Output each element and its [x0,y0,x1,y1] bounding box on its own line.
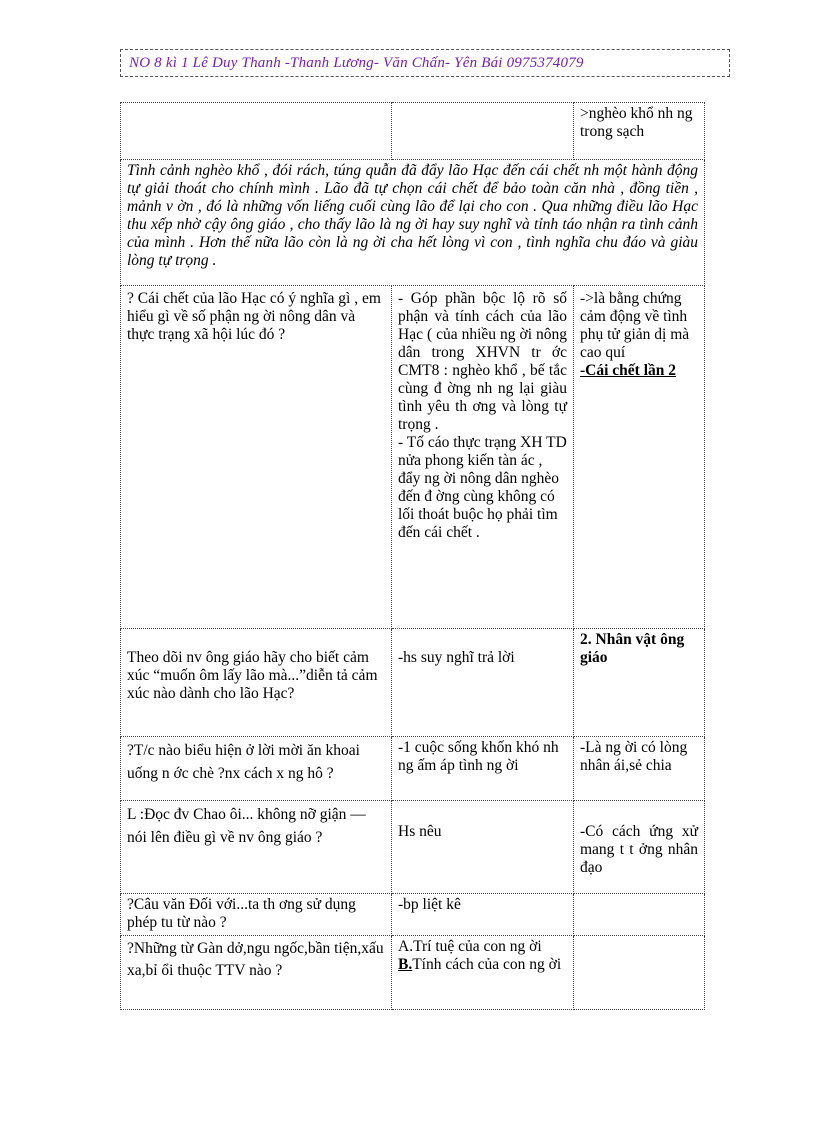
note-cell [574,629,705,737]
answer-cell [392,286,574,629]
option-a: A.Trí tuệ của con ng ời [398,938,542,955]
table-row [121,737,705,801]
note-cell: >nghèo khổ nh ng trong sạch [574,103,705,160]
answer-cell [392,103,574,160]
note-cell: -Là ng ời có lòng nhân ái,sẻ chia [574,737,705,801]
answer-cell: -bp liệt kê [392,894,574,936]
page-header: NO 8 kì 1 Lê Duy Thanh -Thanh Lương- Văn Chấn- Yên Bái 0975374079 [120,49,730,77]
table-row [121,629,705,737]
table-row [121,936,705,1010]
note-cell [574,894,705,936]
lesson-table [120,102,705,1010]
answer-cell: -hs suy nghĩ trả lời [392,629,574,737]
option-b-label: B. [398,956,413,973]
question-cell: L :Đọc đv Chao ôi... không nỡ giận —nói lên điều gì về nv ông giáo ? [121,801,392,894]
table-row [121,160,705,286]
question-cell: Theo dõi nv ông giáo hãy cho biết cảm xúc “muốn ôm lấy lão mà...”diễn tả cảm xúc nào dành cho lão Hạc? [121,629,392,737]
note-cell [574,286,705,629]
note-cell: -Có cách ứng xử mang t t ởng nhân đạo [574,801,705,894]
question-cell: ?Những từ Gàn dở,ngu ngốc,bần tiện,xấu xa,bỉ ổi thuộc TTV nào ? [121,936,392,1010]
answer-paragraph: - Tố cáo thực trạng XH TD nửa phong kiến tàn ác , đẩy ng ời nông dân nghèo đến đ ờng cùng không có lối thoát buộc họ phải tìm đến cái chết . [398,434,567,541]
option-b-text: Tính cách của con ng ời [412,956,562,973]
answer-paragraph: - Góp phần bộc lộ rõ số phận và tính cách của lão Hạc ( của nhiều ng ời nông dân trong XHVN tr ớc CMT8 : nghèo khổ , bế tắc cùng đ ờng nh ng lại giàu tình yêu th ơng và lòng tự trọng . [398,290,567,433]
question-cell: ?Câu văn Đối với...ta th ơng sử dụng phép tu từ nào ? [121,894,392,936]
question-cell: ?T/c nào biểu hiện ở lời mời ăn khoai uống n ớc chè ?nx cách x ng hô ? [121,737,392,801]
table-row [121,894,705,936]
answer-cell [392,936,574,1010]
answer-cell: -1 cuộc sống khốn khó nh ng ấm áp tình ng ời [392,737,574,801]
summary-cell: Tình cảnh nghèo khổ , đói rách, túng quẫn đã đẩy lão Hạc đến cái chết nh một hành động tự giải thoát cho chính mình . Lão đã tự chọn cái chết để bảo toàn căn nhà , đồng tiền , mảnh v ờn , đó là những vốn liếng cuối cùng lão để lại cho con . Qua những điều lão Hạc thu xếp nhờ cậy ông giáo , cho thấy lão là ng ời hay suy nghĩ và tỉnh táo nhận ra tình cảnh của mình . Hơn thế nữa lão còn là ng ời cha hết lòng vì con , tình nghĩa chu đáo và giàu lòng tự trọng . [121,160,705,286]
answer-cell: Hs nêu [392,801,574,894]
option-b [398,956,567,974]
table-row [121,801,705,894]
note-cell [574,936,705,1010]
section-heading: -Cái chết lần 2 [580,362,677,379]
section-heading: 2. Nhân vật ông giáo [580,631,685,666]
table-row [121,103,705,160]
note-text: ->là bằng chứng cảm động về tình phụ tử giản dị mà cao quí [580,290,690,361]
question-cell: ? Cái chết của lão Hạc có ý nghĩa gì , em hiểu gì về số phận ng ời nông dân và thực trạng xã hội lúc đó ? [121,286,392,629]
question-cell [121,103,392,160]
table-row [121,286,705,629]
